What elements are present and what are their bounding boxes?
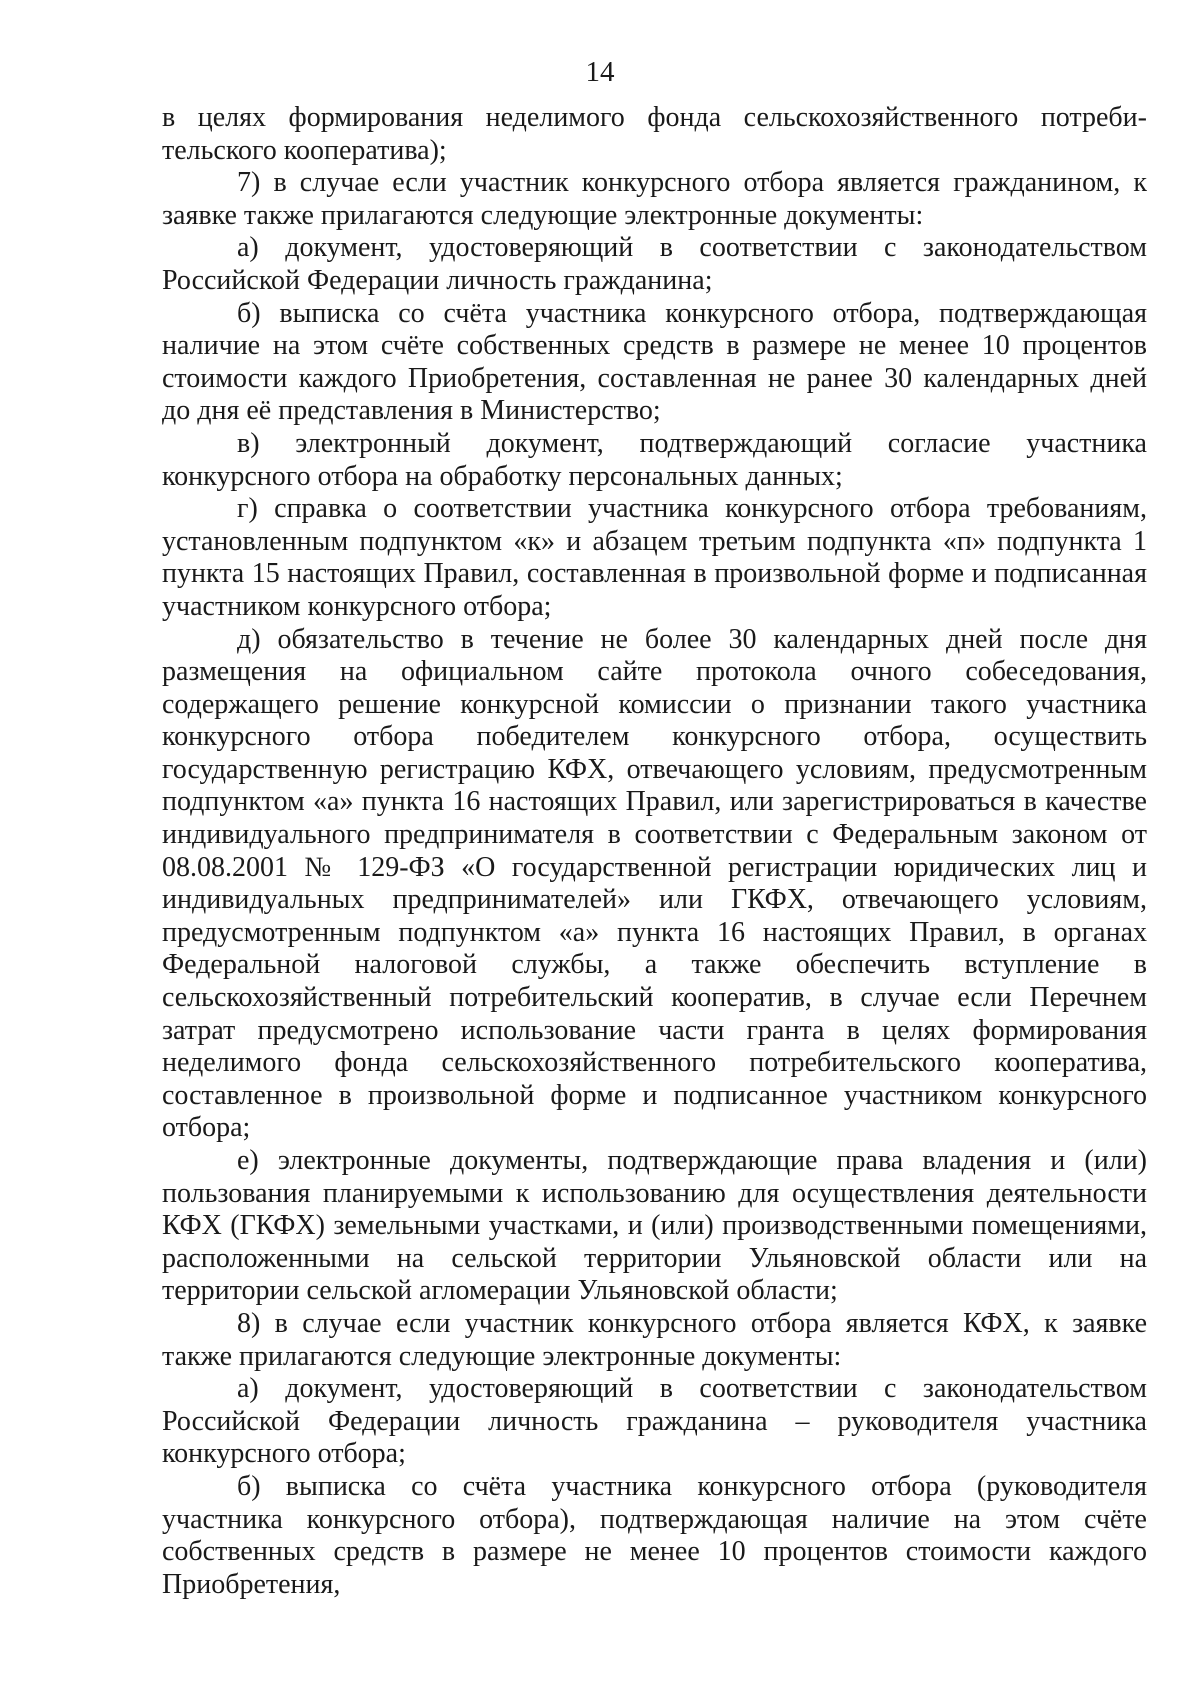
paragraph-item-8a: а) документ, удостоверяющий в соответствии с законодательством Российской Федерации личность гражданина – руководителя участника конкурсного отбора; (162, 1373, 1147, 1470)
paragraph-item-7g: г) справка о соответствии участника конкурсного отбора требованиям, установленным подпунктом «к» и абзацем третьим подпункта «п» подпункта 1 пункта 15 настоящих Правил, составленная в произвольной форме и подписанная участником конкурсного отбора; (162, 493, 1147, 622)
paragraph-item-8: 8) в случае если участник конкурсного отбора является КФХ, к заявке также прилагаются следующие электронные документы: (162, 1307, 1147, 1372)
paragraph-item-7v: в) электронный документ, подтверждающий согласие участника конкурсного отбора на обработку персональных данных; (162, 427, 1147, 492)
paragraph-item-7e: е) электронные документы, подтверждающие права владения и (или) пользования планируемыми к использованию для осуществления деятельности КФХ (ГКФХ) земельными участками, и (или) производственными помещениями, расположенными на сельской территории Ульяновской области или на территории сельской агломерации Ульяновской области; (162, 1145, 1147, 1307)
paragraph-item-7: 7) в случае если участник конкурсного отбора является гражданином, к заявке также прилагаются следующие электронные документы: (162, 167, 1147, 231)
document-body (162, 102, 1147, 1601)
paragraph-item-7a: а) документ, удостоверяющий в соответствии с законодательством Российской Федерации личность гражданина; (162, 232, 1147, 296)
paragraph-continuation: в целях формирования неделимого фонда сельскохозяйственного потребительского кооператива); (162, 102, 1147, 166)
page-number: 14 (585, 56, 615, 88)
paragraph-item-7d: д) обязательство в течение не более 30 календарных дней после дня размещения на официальном сайте протокола очного собеседования, содержащего решение конкурсной комиссии о признании такого участника конкурсного отбора победителем конкурсного отбора, осуществить государственную регистрацию КФХ, отвечающего условиям, предусмотренным подпунктом «а» пункта 16 настоящих Правил, или зарегистрироваться в качестве индивидуального предпринимателя в соответствии с Федеральным законом от 08.08.2001 № 129-ФЗ «О государственной регистрации юридических лиц и индивидуальных предпринимателей» или ГКФХ, отвечающего условиям, предусмотренным подпунктом «а» пункта 16 настоящих Правил, в органах Федеральной налоговой службы, а также обеспечить вступление в сельскохозяйственный потребительский кооператив, в случае если Перечнем затрат предусмотрено использование части гранта в целях формирования неделимого фонда сельскохозяйственного потребительского кооператива, составленное в произвольной форме и подписанное участником конкурсного отбора; (162, 623, 1147, 1144)
paragraph-item-8b: б) выписка со счёта участника конкурсного отбора (руководителя участника конкурсного отбора), подтверждающая наличие на этом счёте собственных средств в размере не менее 10 процентов стоимости каждого Приобретения, (162, 1470, 1147, 1600)
paragraph-item-7b: б) выписка со счёта участника конкурсного отбора, подтверждающая наличие на этом счёте собственных средств в размере не менее 10 процентов стоимости каждого Приобретения, составленная не ранее 30 календарных дней до дня её представления в Министерство; (162, 297, 1147, 427)
